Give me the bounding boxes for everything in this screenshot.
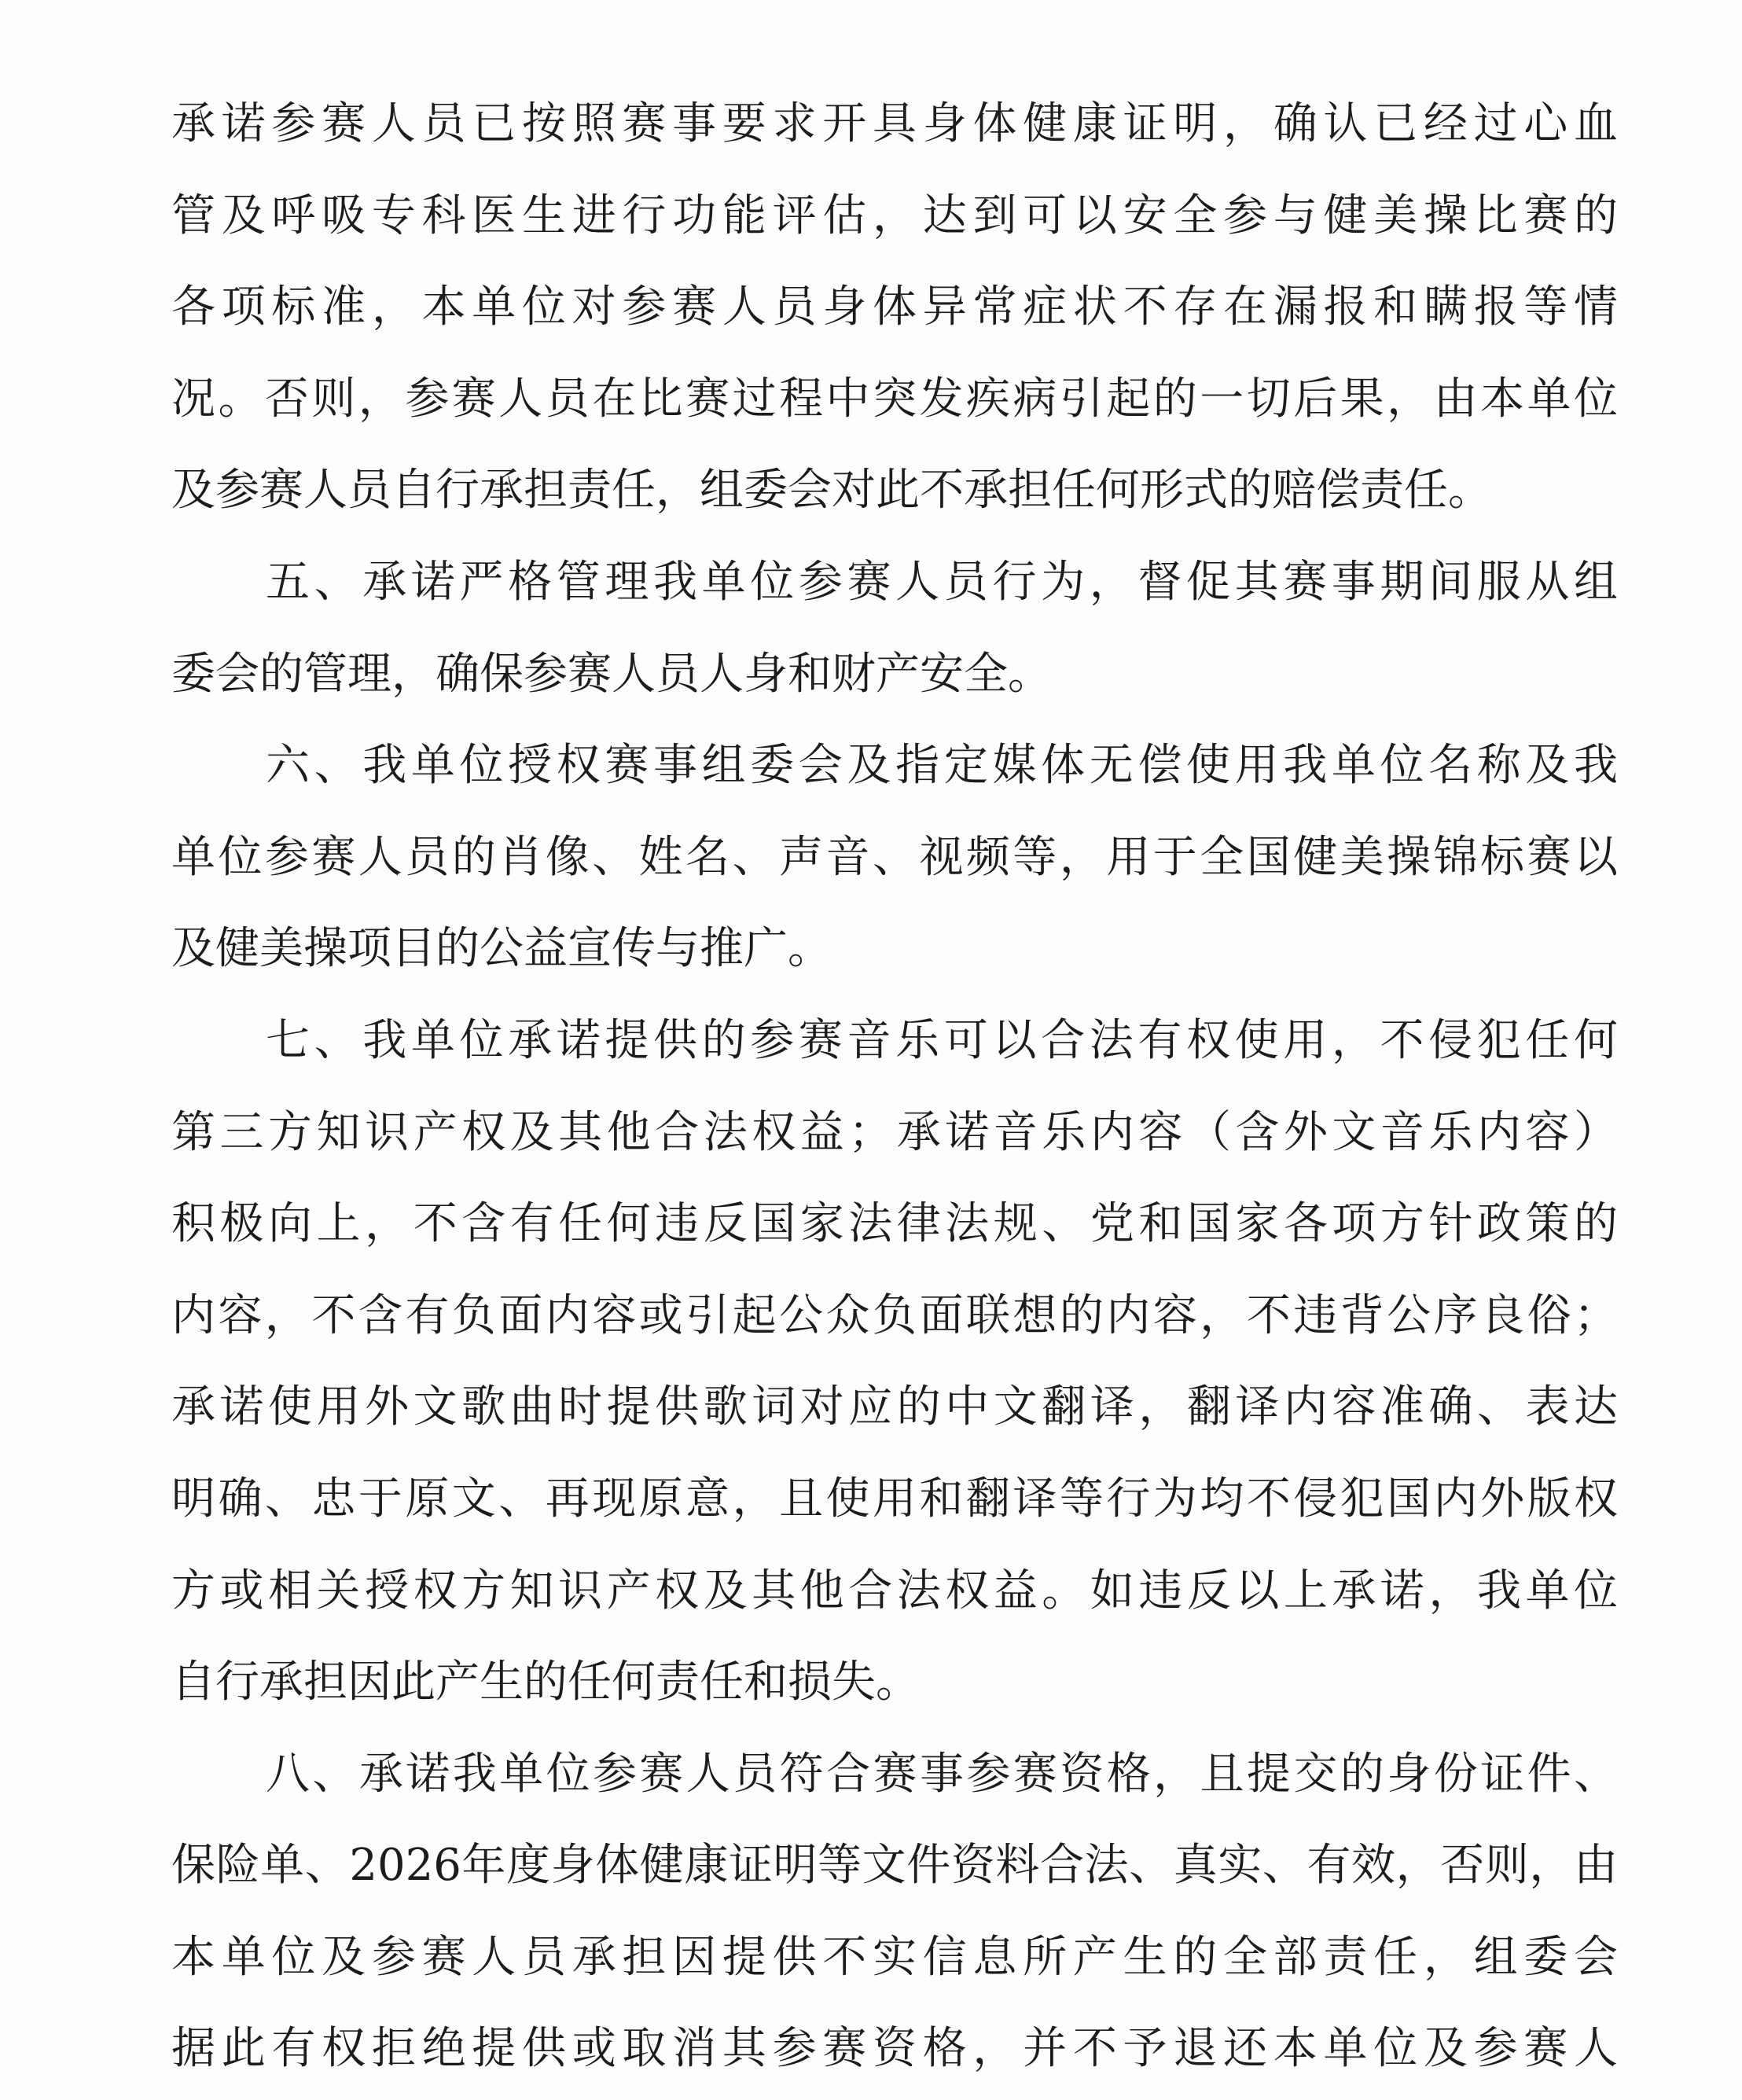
text-line: 方或相关授权方知识产权及其他合法权益。如违反以上承诺，我单位 xyxy=(171,1565,1618,1616)
text-line: 保险单、2026年度身体健康证明等文件资料合法、真实、有效，否则，由 xyxy=(171,1840,1618,1892)
document-body xyxy=(171,79,1618,2095)
text-line: 及参赛人员自行承担责任，组委会对此不承担任何形式的赔偿责任。 xyxy=(171,465,1492,517)
text-line: 明确、忠于原文、再现原意，且使用和翻译等行为均不侵犯国内外版权 xyxy=(171,1473,1618,1524)
text-line: 单位参赛人员的肖像、姓名、声音、视频等，用于全国健美操锦标赛以 xyxy=(171,831,1618,883)
text-line: 承诺参赛人员已按照赛事要求开具身体健康证明，确认已经过心血 xyxy=(171,98,1618,149)
text-line: 委会的管理，确保参赛人员人身和财产安全。 xyxy=(171,648,1052,700)
text-line: 自行承担因此产生的任何责任和损失。 xyxy=(171,1657,920,1708)
text-line: 承诺使用外文歌曲时提供歌词对应的中文翻译，翻译内容准确、表达 xyxy=(171,1381,1618,1433)
text-line: 第三方知识产权及其他合法权益；承诺音乐内容（含外文音乐内容） xyxy=(171,1106,1618,1158)
text-line: 管及呼吸专科医生进行功能评估，达到可以安全参与健美操比赛的 xyxy=(171,189,1618,241)
paragraph-8-start: 八、承诺我单位参赛人员符合赛事参赛资格，且提交的身份证件、 xyxy=(266,1748,1618,1800)
text-line: 况。否则，参赛人员在比赛过程中突发疾病引起的一切后果，由本单位 xyxy=(171,373,1618,425)
text-line: 据此有权拒绝提供或取消其参赛资格，并不予退还本单位及参赛人 xyxy=(171,2023,1618,2075)
paragraph-7-start: 七、我单位承诺提供的参赛音乐可以合法有权使用，不侵犯任何 xyxy=(266,1014,1618,1066)
text-line: 及健美操项目的公益宣传与推广。 xyxy=(171,923,832,975)
text-line: 内容，不含有负面内容或引起公众负面联想的内容，不违背公序良俗； xyxy=(171,1289,1618,1341)
text-line: 积极向上，不含有任何违反国家法律法规、党和国家各项方针政策的 xyxy=(171,1198,1618,1250)
paragraph-5-start: 五、承诺严格管理我单位参赛人员行为，督促其赛事期间服从组 xyxy=(266,556,1618,608)
text-line: 本单位及参赛人员承担因提供不实信息所产生的全部责任，组委会 xyxy=(171,1931,1618,1983)
paragraph-6-start: 六、我单位授权赛事组委会及指定媒体无偿使用我单位名称及我 xyxy=(266,740,1618,792)
text-line: 各项标准，本单位对参赛人员身体异常症状不存在漏报和瞒报等情 xyxy=(171,281,1618,333)
